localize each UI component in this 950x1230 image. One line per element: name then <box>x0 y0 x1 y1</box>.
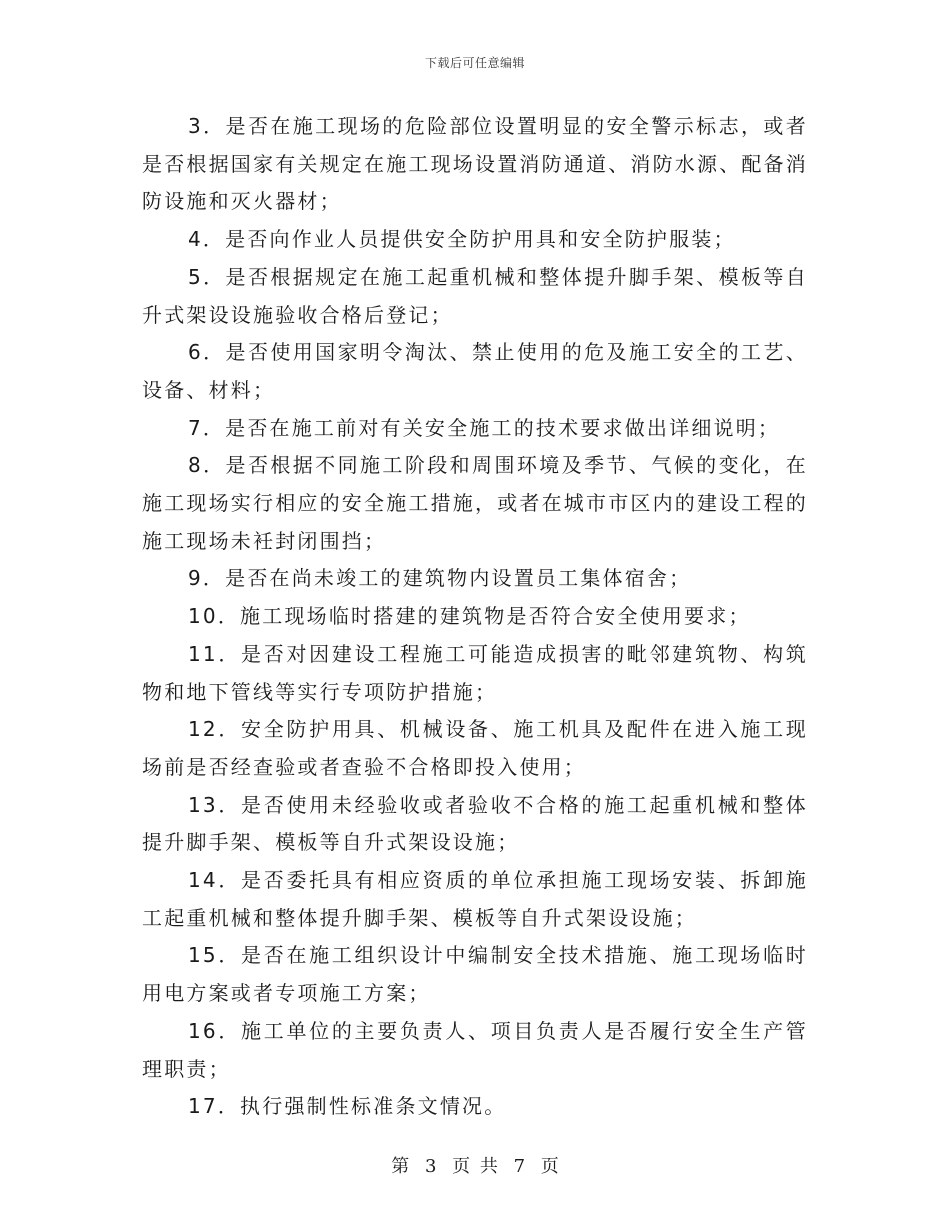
paragraph-item-17: 17．执行强制性标准条文情况。 <box>188 1094 507 1119</box>
body-text <box>142 108 808 1126</box>
paragraph-item-10: 10．施工现场临时搭建的建筑物是否符合安全使用要求； <box>188 604 751 629</box>
paragraph-item-14: 14．是否委托具有相应资质的单位承担施工现场安装、拆卸施工起重机械和整体提升脚手架、模板等自升式架设设施； <box>142 868 808 930</box>
footer-middle: 页 共 <box>452 1156 498 1177</box>
footer-suffix: 页 <box>540 1156 559 1177</box>
paragraph-item-13: 13．是否使用未经验收或者验收不合格的施工起重机械和整体提升脚手架、模板等自升式架设设施； <box>142 792 808 855</box>
paragraph-item-12: 12．安全防护用具、机械设备、施工机具及配件在进入施工现场前是否经查验或者查验不合格即投入使用； <box>142 717 808 779</box>
paragraph-item-5: 5．是否根据规定在施工起重机械和整体提升脚手架、模板等自升式架设设施验收合格后登记； <box>142 264 808 327</box>
paragraph-item-9: 9．是否在尚未竣工的建筑物内设置员工集体宿舍； <box>188 566 692 591</box>
paragraph-item-4: 4．是否向作业人员提供安全防护用具和安全防护服装； <box>188 227 736 252</box>
paragraph-item-7: 7．是否在施工前对有关安全施工的技术要求做出详细说明； <box>188 415 781 440</box>
paragraph-item-15: 15．是否在施工组织设计中编制安全技术措施、施工现场临时用电方案或者专项施工方案； <box>142 943 808 1006</box>
footer-prefix: 第 <box>391 1156 410 1177</box>
paragraph-item-16: 16．施工单位的主要负责人、项目负责人是否履行安全生产管理职责； <box>142 1018 808 1081</box>
paragraph-item-11: 11．是否对因建设工程施工可能造成损害的毗邻建筑物、构筑物和地下管线等实行专项防护措施； <box>142 641 808 704</box>
paragraph-item-6: 6．是否使用国家明令淘汰、禁止使用的危及施工安全的工艺、设备、材料； <box>142 340 808 402</box>
page-number-footer <box>0 1152 950 1178</box>
header-note: 下载后可任意编辑 <box>424 56 525 70</box>
paragraph-item-3: 3．是否在施工现场的危险部位设置明显的安全警示标志，或者是否根据国家有关规定在施工现场设置消防通道、消防水源、配备消防设施和灭火器材； <box>142 114 808 214</box>
footer-current-page: 3 <box>424 1156 437 1177</box>
footer-total-pages: 7 <box>513 1156 526 1177</box>
paragraph-item-8: 8．是否根据不同施工阶段和周围环境及季节、气候的变化，在施工现场实行相应的安全施工措施，或者在城市市区内的建设工程的施工现场未衽封闭围挡； <box>142 453 808 553</box>
